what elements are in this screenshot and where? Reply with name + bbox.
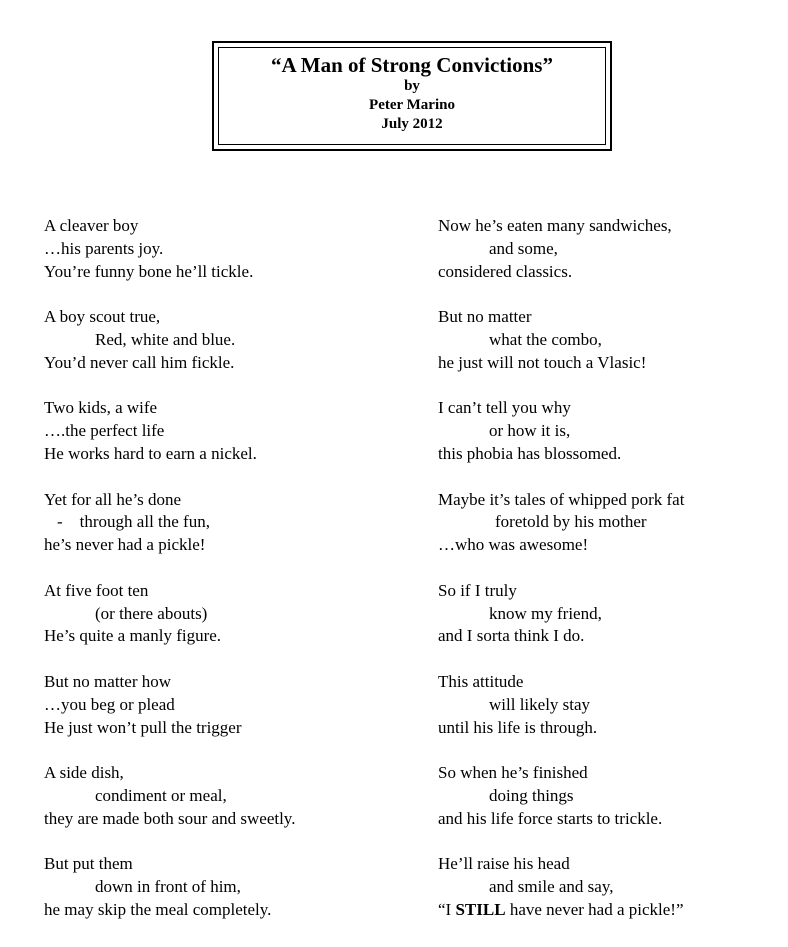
stanza [438, 397, 684, 488]
stanza [44, 306, 295, 397]
left-column [44, 215, 295, 945]
poem-line: Maybe it’s tales of whipped pork fat [438, 489, 685, 509]
poem-line: or how it is, [489, 421, 571, 441]
poem-line: He’ll raise his head [438, 854, 570, 874]
poem-title: “A Man of Strong Convictions” [271, 52, 553, 77]
stanza [438, 489, 684, 580]
poem-line: this phobia has blossomed. [438, 443, 622, 463]
poem-line: This attitude [438, 671, 524, 691]
poem-line: down in front of him, [95, 877, 241, 897]
stanza [44, 853, 295, 944]
poem-line: they are made both sour and sweetly. [44, 808, 296, 828]
poem-line: A boy scout true, [44, 307, 161, 327]
poem-line: At five foot ten [44, 580, 149, 600]
poem-line: and some, [489, 238, 558, 258]
poem-line: …his parents joy. [44, 238, 164, 258]
poem-line: So if I truly [438, 580, 517, 600]
poem-line: Yet for all he’s done [44, 489, 182, 509]
stanza [44, 489, 295, 580]
poem-line: and his life force starts to trickle. [438, 808, 663, 828]
stanza [438, 306, 684, 397]
stanza [438, 215, 684, 306]
poem-line: and smile and say, [489, 877, 614, 897]
poem-line: Now he’s eaten many sandwiches, [438, 216, 672, 235]
stanza [44, 580, 295, 671]
poem-line: A side dish, [44, 763, 124, 783]
poem-line: until his life is through. [438, 717, 598, 737]
title-box [212, 41, 612, 151]
poem-line: Red, white and blue. [95, 329, 236, 349]
title-box-inner [218, 47, 606, 145]
poem-line: Two kids, a wife [44, 398, 158, 418]
poem-line: He just won’t pull the trigger [44, 717, 242, 737]
poem-line: A cleaver boy [44, 216, 139, 235]
poem-line: I can’t tell you why [438, 398, 571, 418]
poem-line: But put them [44, 854, 133, 874]
poem-line: and I sorta think I do. [438, 626, 585, 646]
poem-line: You’d never call him fickle. [44, 352, 235, 372]
poem-line: he may skip the meal completely. [44, 899, 272, 919]
poem-line: He’s quite a manly figure. [44, 626, 222, 646]
poem-line: what the combo, [489, 329, 602, 349]
poem-line: condiment or meal, [95, 785, 227, 805]
emphasis-still: STILL [455, 899, 506, 919]
poem-line: But no matter how [44, 671, 172, 691]
poem-line: know my friend, [489, 603, 602, 623]
poem-line: ….the perfect life [44, 421, 165, 441]
poem-line: doing things [489, 785, 574, 805]
poem-line: - through all the fun, [57, 512, 210, 532]
poem-line: …who was awesome! [438, 535, 589, 555]
poem-line: he just will not touch a Vlasic! [438, 352, 647, 372]
author-name: Peter Marino [369, 96, 455, 113]
poem-line: he’s never had a pickle! [44, 535, 206, 555]
stanza [438, 762, 684, 853]
final-poem-line: “I STILL have never had a pickle!” [438, 899, 684, 919]
poem-line: (or there abouts) [95, 603, 208, 623]
stanza [438, 853, 684, 944]
poem-line: So when he’s finished [438, 763, 588, 783]
poem-date: July 2012 [381, 115, 443, 132]
stanza [44, 397, 295, 488]
poem-line: will likely stay [489, 694, 591, 714]
right-column [438, 215, 684, 945]
stanza [438, 580, 684, 671]
stanza [44, 215, 295, 306]
poem-line: considered classics. [438, 261, 573, 281]
poem-line: foretold by his mother [495, 512, 647, 532]
poem-line: But no matter [438, 307, 532, 327]
stanza [44, 671, 295, 762]
stanza [44, 762, 295, 853]
stanza [438, 671, 684, 762]
poem-line: …you beg or plead [44, 694, 175, 714]
title-by: by [404, 77, 420, 94]
poem-line: He works hard to earn a nickel. [44, 443, 257, 463]
poem-line: You’re funny bone he’ll tickle. [44, 261, 254, 281]
